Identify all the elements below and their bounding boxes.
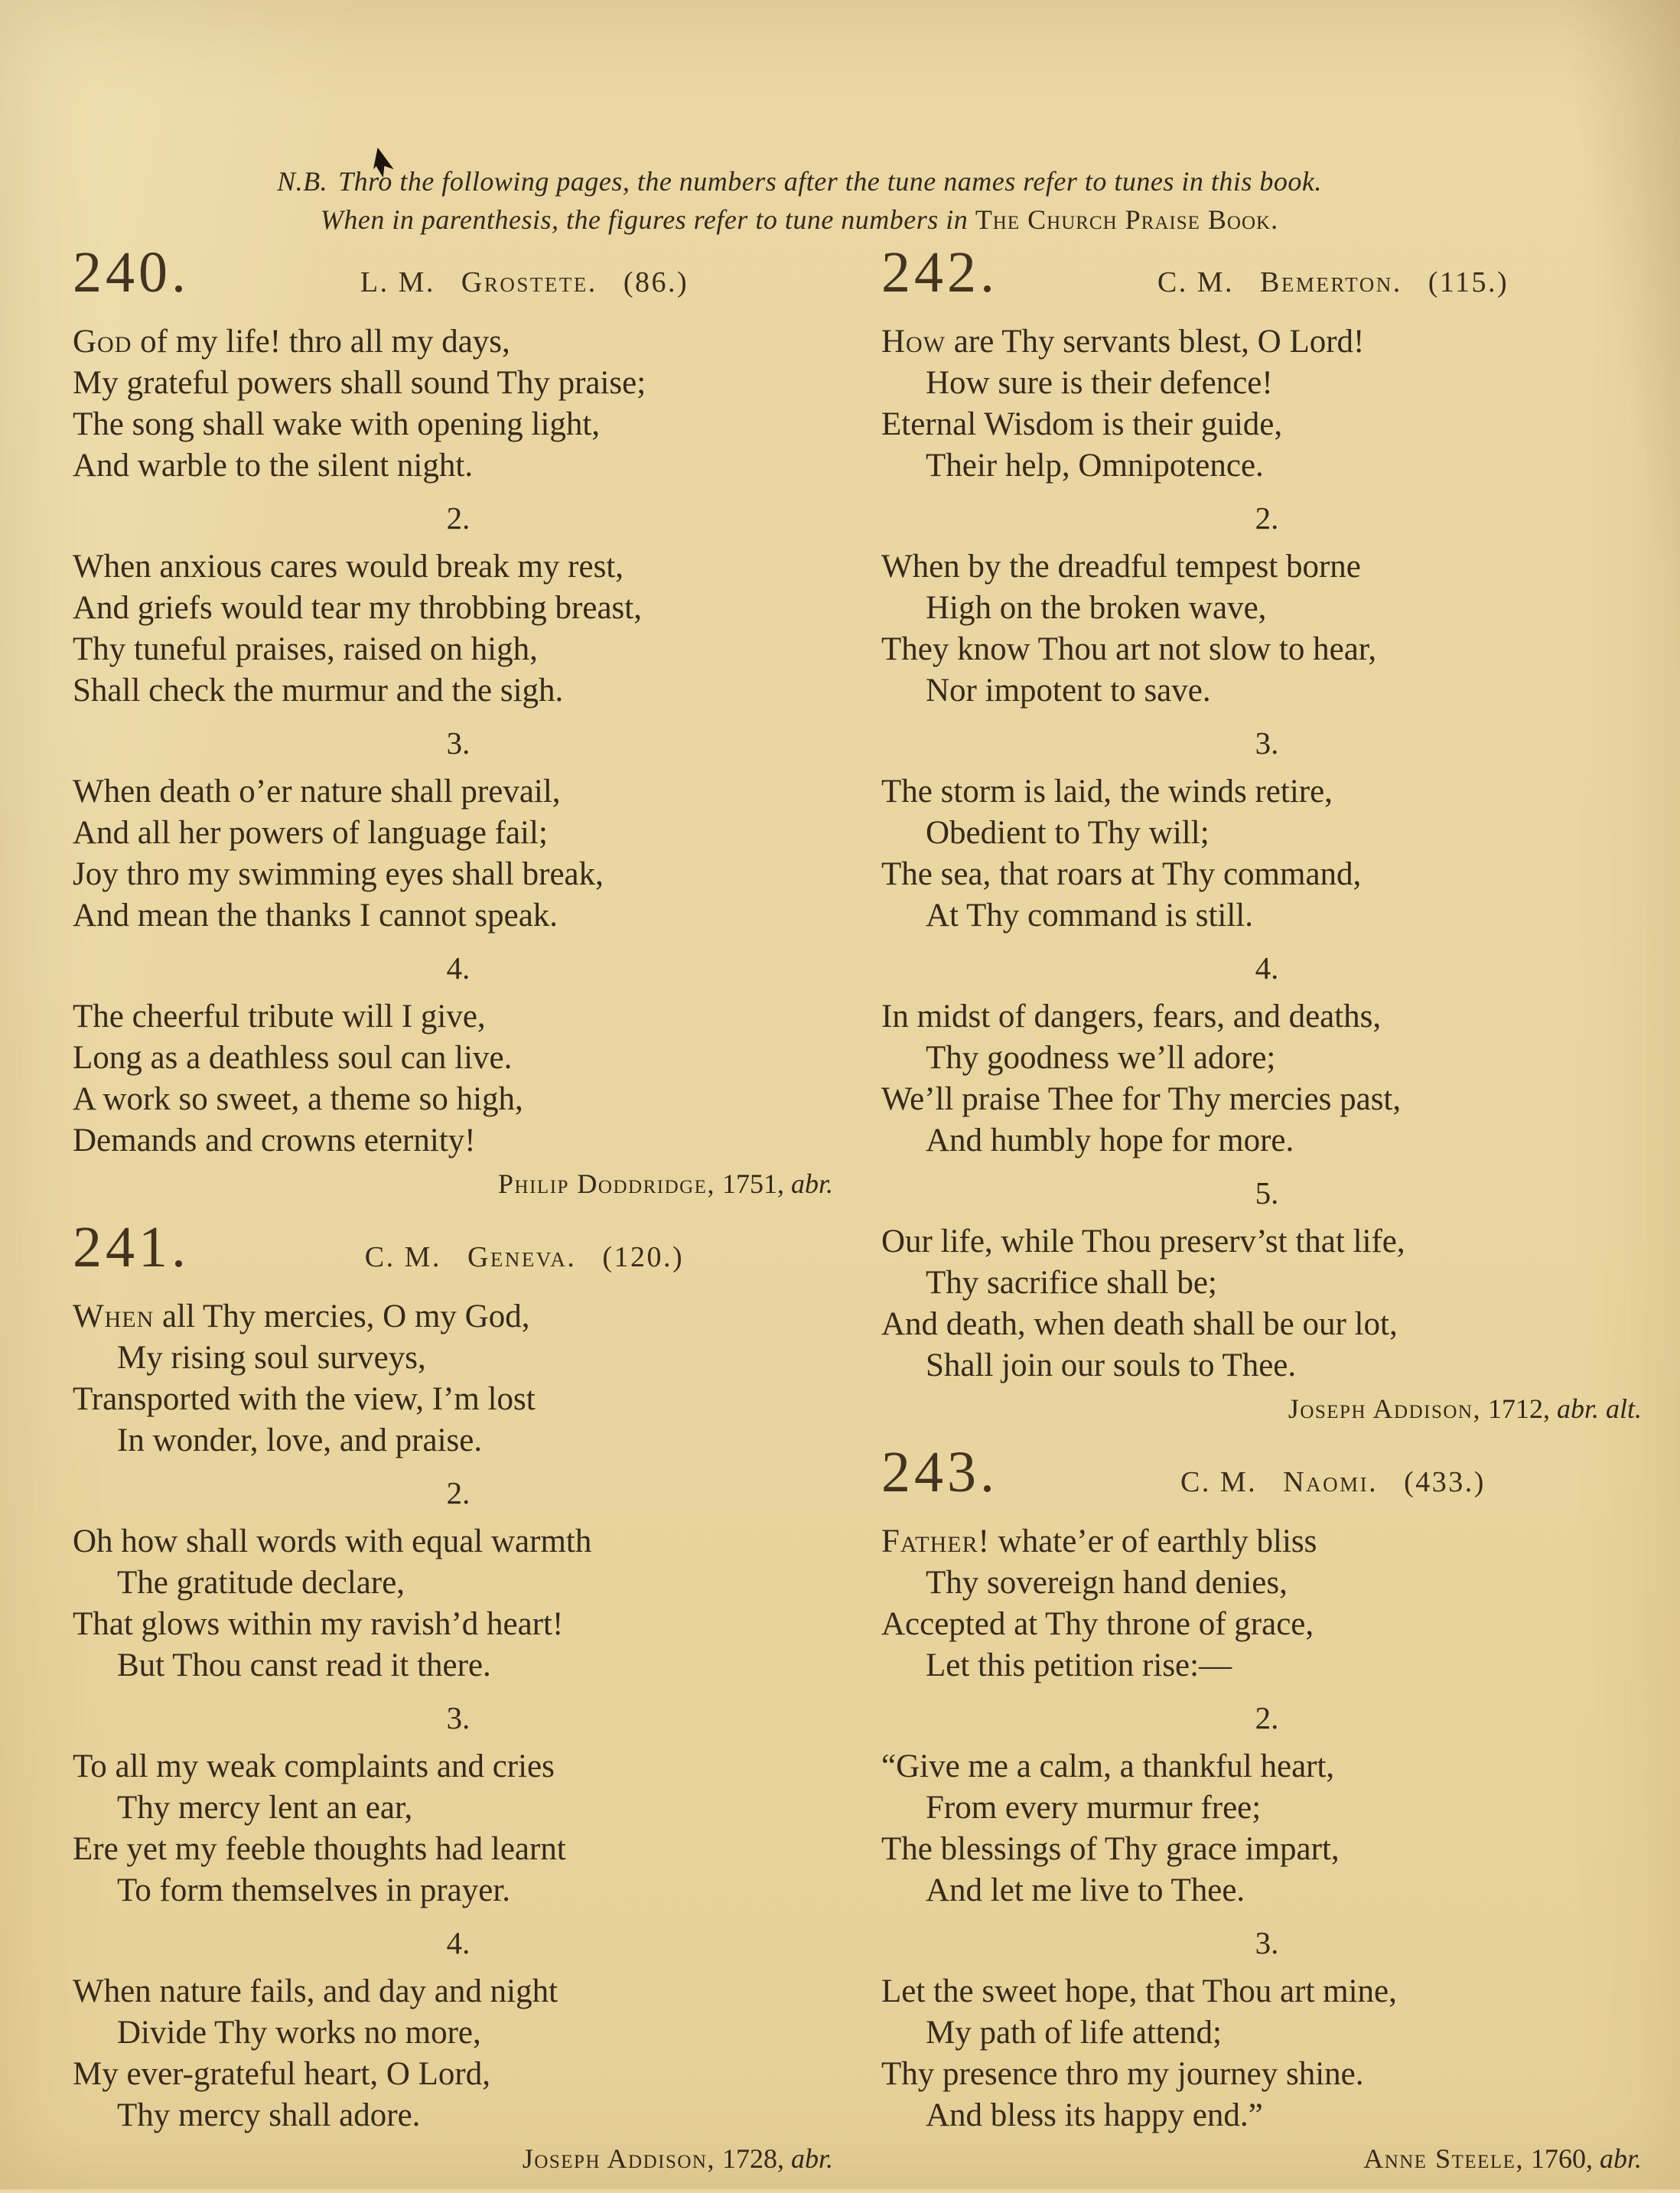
stanza [881, 1521, 1652, 1686]
verse-line: “Give me a calm, a thankful heart, [881, 1748, 1335, 1784]
left-column [73, 240, 844, 2193]
verse-line: When anxious cares would break my rest, [73, 549, 624, 585]
verse-line: From every murmur free; [926, 1790, 1262, 1826]
stanza [73, 996, 844, 1162]
attribution: Anne Steele, 1760, abr. [1363, 2143, 1642, 2174]
stanza [881, 1221, 1652, 1387]
verse-line: Their help, Omnipotence. [926, 448, 1264, 484]
stanza-number: 2. [1255, 1700, 1279, 1735]
verse-line: And griefs would tear my throbbing breast, [73, 590, 642, 626]
hymn-number: 240. [73, 240, 190, 305]
hymn-number: 243. [881, 1440, 998, 1504]
hymn-243 [881, 1440, 1652, 2176]
stanza [73, 546, 844, 712]
verse-line: Ere yet my feeble thoughts had learnt [73, 1831, 566, 1867]
verse-line: To all my weak complaints and cries [73, 1748, 555, 1784]
hymn-tune-ref: (86.) [623, 266, 689, 298]
hymn-meter: C. M. [364, 1241, 441, 1273]
hymn-tune-name: Grostete. [461, 266, 597, 298]
stanza-number: 3. [446, 1700, 470, 1735]
right-column [881, 240, 1652, 2193]
verse-line: High on the broken wave, [926, 590, 1267, 626]
stanza [881, 321, 1652, 487]
verse-line: Long as a deathless soul can live. [73, 1040, 513, 1076]
verse-line: In wonder, love, and praise. [117, 1422, 483, 1458]
author-name: Joseph Addison, [1288, 1393, 1481, 1424]
hymn-meter: C. M. [1157, 266, 1234, 298]
stanza [73, 1971, 844, 2136]
author-name: Philip Doddridge, [498, 1168, 715, 1199]
verse-line: Let the sweet hope, that Thou art mine, [881, 1973, 1397, 2009]
hymn-header [881, 240, 1652, 305]
verse-line: And warble to the silent night. [73, 448, 474, 484]
author-name: Anne Steele, [1363, 2143, 1524, 2174]
verse-line: The cheerful tribute will I give, [73, 999, 486, 1035]
printers-note-line-2 [115, 200, 1484, 239]
stanza [73, 1296, 844, 1461]
verse-line: Our life, while Thou preserv’st that life, [881, 1224, 1405, 1259]
verse-line: How are Thy servants blest, O Lord! [881, 324, 1365, 360]
verse-line: Demands and crowns eternity! [73, 1123, 476, 1158]
attribution-note: abr. [790, 2143, 833, 2174]
stanza-number: 4. [446, 1925, 470, 1960]
verse-line: And death, when death shall be our lot, [881, 1306, 1398, 1342]
hymn-tune-name: Naomi. [1283, 1466, 1379, 1498]
verse-line: My rising soul surveys, [117, 1340, 426, 1376]
hymn-241 [73, 1215, 844, 2176]
attribution: Philip Doddridge, 1751, abr. [498, 1168, 833, 1199]
verse-line: At Thy command is still. [926, 898, 1254, 934]
lead-word: God [73, 324, 132, 360]
author-name: Joseph Addison, [522, 2143, 715, 2174]
stanza-number: 3. [1255, 725, 1279, 761]
verse-line: But Thou canst read it there. [117, 1647, 491, 1683]
stanza-number: 4. [446, 950, 470, 986]
verse-line: We’ll praise Thee for Thy mercies past, [881, 1081, 1402, 1117]
verse-line: To form themselves in prayer. [117, 1872, 511, 1908]
lead-word: When [73, 1299, 155, 1334]
verse-line: My path of life attend; [926, 2015, 1222, 2051]
verse-line: My ever-grateful heart, O Lord, [73, 2056, 490, 2092]
verse-line: When by the dreadful tempest borne [881, 549, 1361, 585]
hymn-number: 241. [73, 1215, 190, 1279]
verse-line: Thy mercy shall adore. [117, 2097, 421, 2133]
stanza-number: 2. [446, 500, 470, 536]
verse-line: In midst of dangers, fears, and deaths, [881, 999, 1382, 1035]
verse-line: Thy presence thro my journey shine. [881, 2056, 1364, 2092]
hymn-tune-info [190, 1240, 844, 1274]
verse-line: Thy sacrifice shall be; [926, 1265, 1217, 1301]
attribution: Joseph Addison, 1712, abr. alt. [1288, 1393, 1642, 1424]
verse-line: Eternal Wisdom is their guide, [881, 406, 1283, 442]
stanza-number: 3. [1255, 1925, 1279, 1960]
hymn-number: 242. [881, 240, 998, 305]
stanza-number: 2. [1255, 500, 1279, 536]
verse-line: Shall join our souls to Thee. [926, 1347, 1297, 1383]
verse-line: The song shall wake with opening light, [73, 406, 601, 442]
verse-line: Accepted at Thy throne of grace, [881, 1606, 1314, 1642]
lead-word: How [881, 324, 946, 360]
verse-line: The sea, that roars at Thy command, [881, 856, 1362, 892]
hymn-meter: C. M. [1180, 1466, 1258, 1498]
stanza [73, 771, 844, 937]
verse-line: God of my life! thro all my days, [73, 324, 510, 360]
hymn-header [881, 1440, 1652, 1504]
verse-line: The storm is laid, the winds retire, [881, 774, 1333, 810]
stanza [881, 546, 1652, 712]
verse-line: Let this petition rise:— [926, 1647, 1232, 1683]
verse-line: That glows within my ravish’d heart! [73, 1606, 564, 1642]
hymn-240 [73, 240, 844, 1201]
stanza [881, 1971, 1652, 2136]
verse-line: When all Thy mercies, O my God, [73, 1299, 530, 1334]
stanza-number: 3. [446, 725, 470, 761]
stanza [73, 1521, 844, 1686]
verse-line: Oh how shall words with equal warmth [73, 1523, 592, 1559]
stanza [881, 996, 1652, 1162]
verse-line: And mean the thanks I cannot speak. [73, 898, 558, 934]
attribution-note: abr. [790, 1168, 833, 1199]
printers-note-line-1 [115, 162, 1484, 200]
verse-line: The blessings of Thy grace impart, [881, 1831, 1340, 1867]
church-praise-book-title: The Church Praise Book. [975, 204, 1279, 235]
attribution-note: abr. alt. [1556, 1393, 1642, 1424]
lead-word: Father! [881, 1523, 990, 1559]
verse-line: And bless its happy end.” [926, 2097, 1263, 2133]
stanza [881, 771, 1652, 937]
verse-line: And let me live to Thee. [926, 1872, 1245, 1908]
hymn-tune-ref: (115.) [1428, 266, 1509, 298]
verse-line: How sure is their defence! [926, 365, 1273, 401]
verse-line: A work so sweet, a theme so high, [73, 1081, 523, 1117]
verse-line: Shall check the murmur and the sigh. [73, 673, 564, 709]
verse-line: Thy sovereign hand denies, [926, 1565, 1288, 1601]
hymn-tune-ref: (433.) [1404, 1466, 1486, 1498]
note-text-2: When in parenthesis, the figures refer to tune numbers in [320, 204, 975, 235]
verse-line: Transported with the view, I’m lost [73, 1381, 536, 1417]
verse-line: When death o’er nature shall prevail, [73, 774, 561, 810]
hymn-tune-name: Bemerton. [1260, 266, 1402, 298]
hymn-tune-name: Geneva. [467, 1241, 577, 1273]
verse-line: The gratitude declare, [117, 1565, 405, 1601]
verse-line: Joy thro my swimming eyes shall break, [73, 856, 604, 892]
hymn-242 [881, 240, 1652, 1426]
hymn-tune-info [998, 1465, 1652, 1499]
stanza-number: 4. [1255, 950, 1279, 986]
verse-line: Obedient to Thy will; [926, 815, 1210, 851]
hymn-tune-info [190, 266, 844, 299]
nb-label: N.B. [277, 166, 328, 197]
verse-line: Nor impotent to save. [926, 673, 1211, 709]
hymn-tune-ref: (120.) [602, 1241, 685, 1273]
attribution-note: abr. [1599, 2143, 1642, 2174]
hymn-meter: L. M. [360, 266, 435, 298]
note-text-1: Thro the following pages, the numbers after the tune names refer to tunes in this book. [338, 166, 1322, 197]
verse-line: They know Thou art not slow to hear, [881, 631, 1377, 667]
hymn-header [73, 1215, 844, 1279]
stanza [73, 1746, 844, 1911]
printers-note [115, 162, 1484, 239]
stanza-number: 5. [1255, 1175, 1279, 1211]
verse-line: When nature fails, and day and night [73, 1973, 558, 2009]
stanza [73, 321, 844, 487]
verse-line: Thy goodness we’ll adore; [926, 1040, 1276, 1076]
verse-line: And humbly hope for more. [926, 1123, 1294, 1158]
stanza-number: 2. [446, 1475, 470, 1510]
verse-line: Thy mercy lent an ear, [117, 1790, 413, 1826]
verse-line: And all her powers of language fail; [73, 815, 548, 851]
stanza [881, 1746, 1652, 1911]
hymn-tune-info [998, 266, 1652, 299]
hymn-header [73, 240, 844, 305]
verse-line: Father! whate’er of earthly bliss [881, 1523, 1317, 1559]
attribution: Joseph Addison, 1728, abr. [522, 2143, 833, 2174]
verse-line: Divide Thy works no more, [117, 2015, 481, 2051]
verse-line: My grateful powers shall sound Thy praise; [73, 365, 646, 401]
verse-line: Thy tuneful praises, raised on high, [73, 631, 538, 667]
